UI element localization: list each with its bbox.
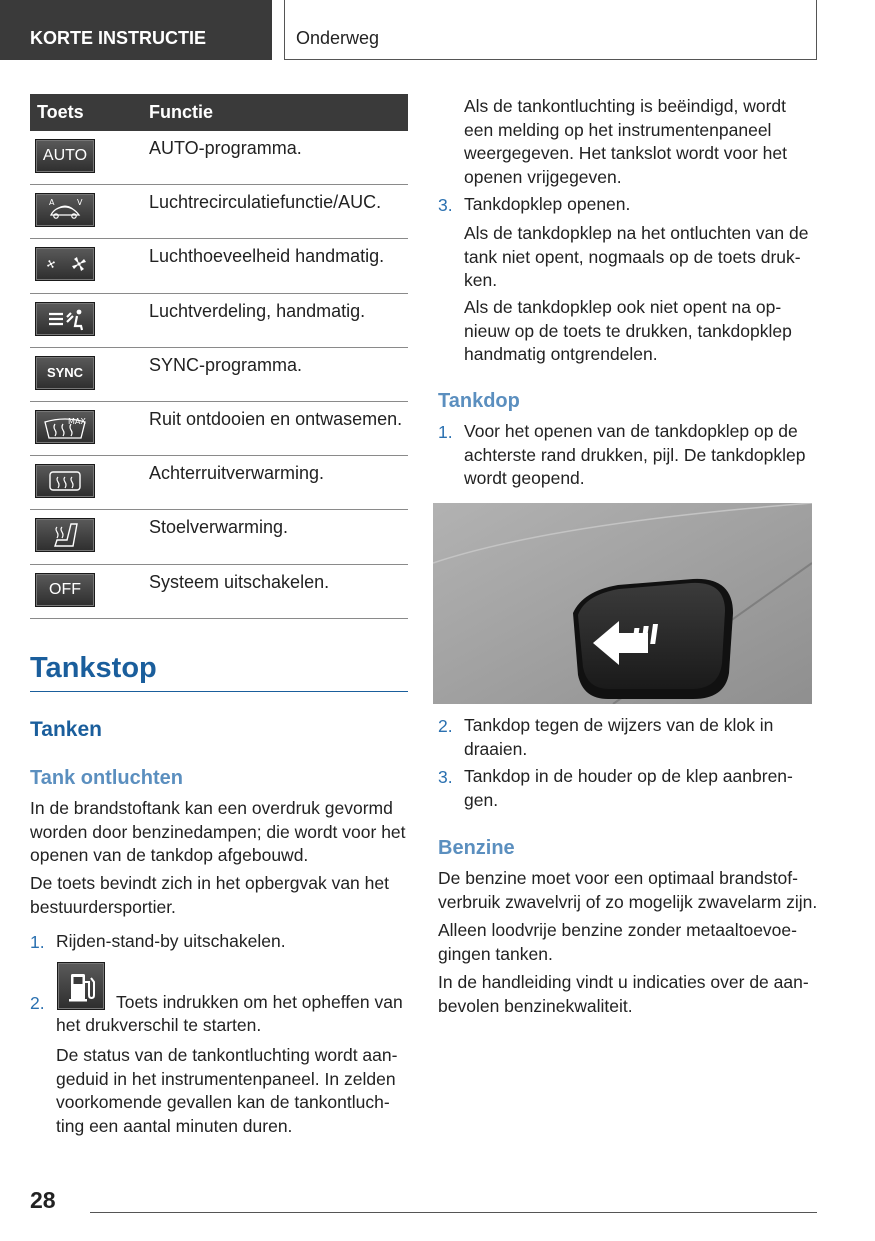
text-line: verbruik zwavelvrij of zo mogelijk zwavelarm zijn. (438, 891, 818, 912)
text-line: nieuw op de toets te drukken, tankdopklep (464, 320, 792, 341)
text-line: bestuurdersportier. (30, 896, 176, 917)
text-line: Als de tankdopklep ook niet opent na op- (464, 297, 782, 317)
function-text: SYNC-programma. (149, 354, 303, 375)
text-line: De status van de tankontluchting wordt aan- (56, 1045, 398, 1065)
chapter-tab (284, 0, 817, 60)
col-function-header: Functie (149, 102, 214, 122)
function-text: Luchtrecirculatiefunctie/AUC. (149, 192, 382, 213)
step-number: 3. (438, 767, 453, 787)
text-line: ting een aantal minuten duren. (56, 1115, 293, 1136)
table-row (30, 456, 408, 510)
function-text: Systeem uitschakelen. (149, 571, 330, 592)
table-row (30, 510, 408, 564)
table-row (30, 565, 408, 619)
text-line: draaien. (464, 738, 528, 759)
fuel-flap-photo (433, 503, 812, 704)
step-number: 2. (438, 716, 453, 736)
subtitle-tanken: Tanken (30, 718, 102, 741)
max-label: MAX (68, 416, 86, 426)
table-row (30, 294, 408, 348)
text-line: Voor het openen van de tankdopklep op de (464, 421, 798, 441)
off-key-label: OFF (49, 580, 81, 598)
continuation-text (464, 95, 787, 189)
step-note (464, 296, 792, 367)
table-row (30, 131, 408, 185)
text-line: tank niet opent, nogmaals op de toets druk- (464, 246, 801, 267)
paragraph-benzine (438, 867, 817, 914)
text-line: een melding op het instrumentenpaneel (464, 119, 772, 140)
function-text: Stoelverwarming. (149, 517, 289, 538)
paragraph-benzine (438, 919, 797, 966)
table-row (30, 185, 408, 239)
text-line: Als de tankdopklep na het ontluchten van de (464, 223, 809, 243)
text-line: Alleen loodvrije benzine zonder metaaltoevoe- (438, 920, 797, 940)
table-row (30, 239, 408, 293)
fuel-pump-icon (57, 962, 105, 1010)
svg-text:V: V (77, 198, 83, 208)
off-button-icon (35, 573, 95, 607)
text-line: openen van de tankdop afgebouwd. (30, 845, 309, 865)
text-line: gingen tanken. (438, 943, 553, 964)
function-text: Luchtverdeling, handmatig. (149, 300, 366, 321)
auto-button-icon (35, 139, 95, 173)
text-line: Als de tankontluchting is beëindigd, wordt (464, 96, 787, 116)
sync-button-icon (35, 356, 95, 390)
step-text: Rijden-stand-by uitschakelen. (56, 931, 286, 951)
chapter-label: Onderweg (296, 28, 380, 48)
step-text: Toets indrukken om het opheffen van (116, 992, 403, 1012)
col-key-header: Toets (37, 102, 84, 122)
text-line: wordt geopend. (464, 468, 585, 488)
text-line: ken. (464, 270, 498, 290)
section-benzine: Benzine (438, 837, 515, 859)
text-line: achterste rand drukken, pijl. De tankdopklep (464, 444, 806, 465)
step-number: 2. (30, 993, 45, 1013)
section-label: KORTE INSTRUCTIE (30, 28, 207, 48)
paragraph-benzine (438, 971, 809, 1018)
step-number: 1. (438, 422, 453, 442)
paragraph-overpressure (30, 797, 406, 868)
step-text (464, 765, 793, 812)
rear-window-heating-icon (35, 464, 95, 498)
text-line: openen vrijgegeven. (464, 166, 622, 187)
seat-heating-icon (35, 518, 95, 552)
section-tab (0, 0, 272, 60)
step-number: 1. (30, 932, 45, 952)
text-line: Tankdop tegen de wijzers van de klok in (464, 715, 774, 735)
air-distribution-icon (35, 302, 95, 336)
step-note (464, 222, 808, 293)
function-text: AUTO-programma. (149, 138, 302, 158)
text-line: weergegeven. Het tankslot wordt voor het (464, 143, 787, 163)
step-text: Tankdopklep openen. (464, 194, 631, 214)
recirculation-icon (35, 193, 95, 227)
table-header (30, 94, 408, 131)
section-tank-ontluchten: Tank ontluchten (30, 767, 183, 789)
function-text: Ruit ontdooien en ontwasemen. (149, 408, 403, 429)
page-title: Tankstop (30, 652, 408, 692)
paragraph-button-location (30, 872, 389, 919)
function-text: Luchthoeveelheid handmatig. (149, 246, 385, 267)
defrost-max-icon (35, 410, 95, 444)
function-text: Achterruitverwarming. (149, 463, 325, 484)
step-text (464, 420, 805, 491)
controls-table (30, 94, 408, 619)
text-line: gen. (464, 789, 499, 810)
table-row (30, 402, 408, 456)
text-line: handmatig ontgrendelen. (464, 344, 658, 364)
step-number: 3. (438, 195, 453, 215)
page-number: 28 (30, 1187, 56, 1213)
step-text: het drukverschil te starten. (56, 1015, 262, 1035)
footer-divider (90, 1212, 817, 1213)
step-note (56, 1044, 397, 1138)
section-tankdop: Tankdop (438, 390, 520, 412)
step-text (464, 714, 773, 761)
text-line: In de handleiding vindt u indicaties over de aan- (438, 972, 809, 992)
auto-key-label: AUTO (42, 147, 88, 164)
text-line: bevolen benzinekwaliteit. (438, 995, 633, 1016)
text-line: worden door benzinedampen; die wordt voor het (30, 821, 406, 842)
svg-text:A: A (49, 198, 55, 208)
text-line: voorkomende gevallen kan de tankontluch- (56, 1092, 390, 1112)
text-line: De benzine moet voor een optimaal brandstof- (438, 868, 798, 888)
text-line: In de brandstoftank kan een overdruk gevormd (30, 798, 393, 818)
table-row (30, 348, 408, 402)
text-line: geduid in het instrumentenpaneel. In zelden (56, 1068, 396, 1089)
text-line: De toets bevindt zich in het opbergvak van het (30, 873, 389, 893)
text-line: Tankdop in de houder op de klep aanbren- (464, 766, 793, 786)
fan-speed-icon (35, 247, 95, 281)
sync-key-label: SYNC (46, 365, 84, 381)
